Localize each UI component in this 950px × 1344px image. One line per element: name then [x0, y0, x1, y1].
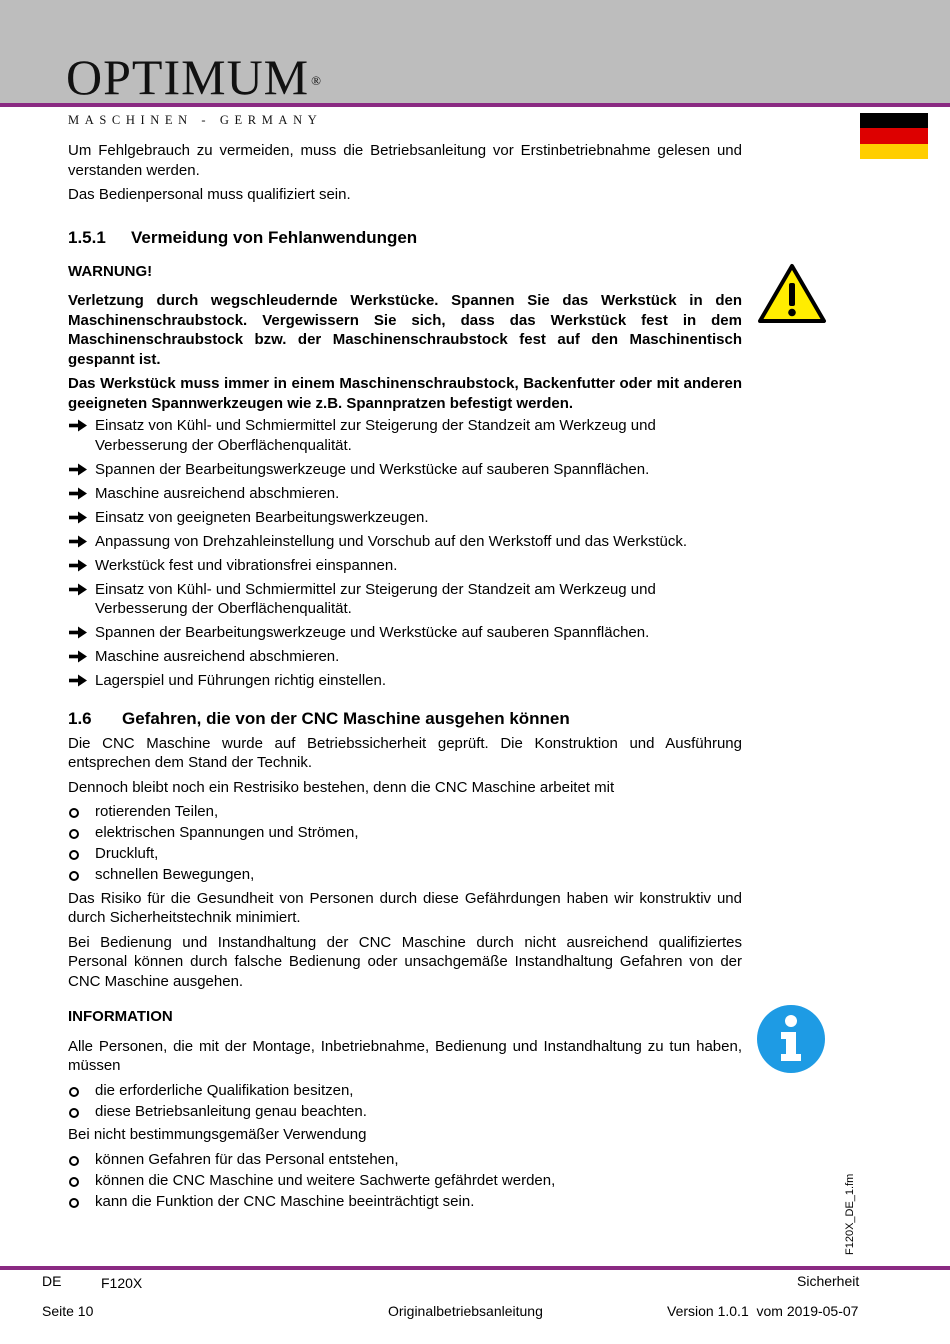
list-item: schnellen Bewegungen,	[68, 865, 742, 885]
arrow-right-icon	[68, 418, 89, 433]
bullet-circle-icon	[69, 1177, 79, 1187]
list-item: können Gefahren für das Personal entstehen,	[68, 1150, 742, 1170]
body-paragraph: Das Risiko für die Gesundheit von Personen durch diese Gefährdungen haben wir konstruktiv und durch Sicherheitstechnik minimiert.	[68, 889, 742, 926]
footer-divider	[0, 1266, 950, 1270]
body-paragraph: Die CNC Maschine wurde auf Betriebssicherheit geprüft. Die Konstruktion und Ausführung entsprechen dem Stand der Technik.	[68, 734, 742, 771]
body-paragraph: Bei nicht bestimmungsgemäßer Verwendung	[68, 1126, 367, 1143]
list-item: Druckluft,	[68, 844, 742, 864]
arrow-right-icon	[68, 582, 89, 597]
section-heading	[68, 708, 742, 730]
list-item: Spannen der Bearbeitungswerkzeuge und Werkstücke auf sauberen Spannflächen.	[68, 460, 742, 480]
brand-logo	[66, 49, 323, 105]
arrow-right-icon	[68, 625, 89, 640]
consequences-list	[68, 1150, 742, 1212]
section-title: Vermeidung von Fehlanwendungen	[131, 227, 418, 247]
warning-text: Verletzung durch wegschleudernde Werkstücke. Spannen Sie das Werkstück in den Maschinenschraubstock. Vergewissern Sie sich, dass das Werkstück fest in dem Maschinenschraubstock bzw. der Maschinenschraubstock fest auf den Maschinentisch gespannt ist.	[68, 292, 742, 368]
list-item: kann die Funktion der CNC Maschine beeinträchtigt sein.	[68, 1192, 742, 1212]
requirements-list	[68, 1081, 742, 1122]
list-item: diese Betriebsanleitung genau beachten.	[68, 1102, 742, 1122]
body-paragraph: Bei Bedienung und Instandhaltung der CNC Maschine durch nicht ausreichend qualifiziertes Personal können durch falsche Bedienung oder unsachgemäße Instandhaltung Gefahren von der CNC Maschine ausgehen.	[68, 933, 742, 990]
information-icon	[756, 1004, 826, 1074]
arrow-right-icon	[68, 486, 89, 501]
bullet-circle-icon	[69, 1087, 79, 1097]
list-item: Einsatz von Kühl- und Schmiermittel zur Steigerung der Standzeit am Werkzeug und Verbesserung der Oberflächenqualität.	[68, 580, 742, 619]
list-item: elektrischen Spannungen und Strömen,	[68, 823, 742, 843]
bullet-circle-icon	[69, 808, 79, 818]
information-label: INFORMATION	[68, 1008, 173, 1025]
intro-paragraph: Das Bedienpersonal muss qualifiziert sein.	[68, 186, 351, 203]
bullet-circle-icon	[69, 1198, 79, 1208]
warning-icon	[757, 263, 827, 325]
arrow-right-icon	[68, 534, 89, 549]
bullet-circle-icon	[69, 1156, 79, 1166]
arrow-right-icon	[68, 510, 89, 525]
arrow-right-icon	[68, 673, 89, 688]
footer-model: F120X	[101, 1275, 143, 1291]
file-name-label: F120X_DE_1.fm	[844, 1173, 856, 1255]
brand-tagline: MASCHINEN - GERMANY	[68, 113, 323, 127]
list-item: Lagerspiel und Führungen richtig einstellen.	[68, 671, 742, 691]
risks-list	[68, 802, 742, 885]
bullet-circle-icon	[69, 1108, 79, 1118]
german-flag-icon	[860, 113, 928, 159]
bullet-circle-icon	[69, 829, 79, 839]
warning-label: WARNUNG!	[68, 262, 153, 280]
footer-language: DE	[42, 1273, 62, 1289]
list-item: Maschine ausreichend abschmieren.	[68, 647, 742, 667]
list-item: Anpassung von Drehzahleinstellung und Vorschub auf den Werkstoff und das Werkstück.	[68, 532, 742, 552]
arrow-right-icon	[68, 649, 89, 664]
list-item: Einsatz von Kühl- und Schmiermittel zur Steigerung der Standzeit am Werkzeug und Verbesserung der Oberflächenqualität.	[68, 416, 742, 455]
footer-version: Version 1.0.1 vom 2019-05-07	[667, 1303, 859, 1319]
section-heading	[68, 227, 742, 249]
brand-name: OPTIMUM	[66, 49, 310, 105]
section-number: 1.6	[68, 708, 92, 728]
page-content	[68, 141, 742, 1213]
list-item: Spannen der Bearbeitungswerkzeuge und Werkstücke auf sauberen Spannflächen.	[68, 623, 742, 643]
footer-document-type: Originalbetriebsanleitung	[388, 1303, 543, 1319]
section-number: 1.5.1	[68, 227, 106, 247]
list-item: rotierenden Teilen,	[68, 802, 742, 822]
measures-list	[68, 416, 742, 691]
body-paragraph: Alle Personen, die mit der Montage, Inbetriebnahme, Bedienung und Instandhaltung zu tun haben, müssen	[68, 1037, 742, 1074]
registered-mark: ®	[311, 73, 323, 88]
list-item: die erforderliche Qualifikation besitzen,	[68, 1081, 742, 1101]
section-title: Gefahren, die von der CNC Maschine ausgehen können	[122, 708, 570, 728]
footer-chapter: Sicherheit	[797, 1273, 860, 1289]
list-item: können die CNC Maschine und weitere Sachwerte gefährdet werden,	[68, 1171, 742, 1191]
arrow-right-icon	[68, 558, 89, 573]
intro-paragraph: Um Fehlgebrauch zu vermeiden, muss die Betriebsanleitung vor Erstinbetriebnahme gelesen und verstanden werden.	[68, 142, 742, 179]
footer-page-number: Seite 10	[42, 1303, 94, 1319]
bullet-circle-icon	[69, 871, 79, 881]
list-item: Maschine ausreichend abschmieren.	[68, 484, 742, 504]
list-item: Einsatz von geeigneten Bearbeitungswerkzeugen.	[68, 508, 742, 528]
arrow-right-icon	[68, 462, 89, 477]
bullet-circle-icon	[69, 850, 79, 860]
list-item: Werkstück fest und vibrationsfrei einspannen.	[68, 556, 742, 576]
body-paragraph: Dennoch bleibt noch ein Restrisiko bestehen, denn die CNC Maschine arbeitet mit	[68, 778, 615, 796]
warning-text: Das Werkstück muss immer in einem Maschinenschraubstock, Backenfutter oder mit anderen geeigneten Spannwerkzeugen wie z.B. Spannpratzen befestigt werden.	[68, 375, 742, 412]
